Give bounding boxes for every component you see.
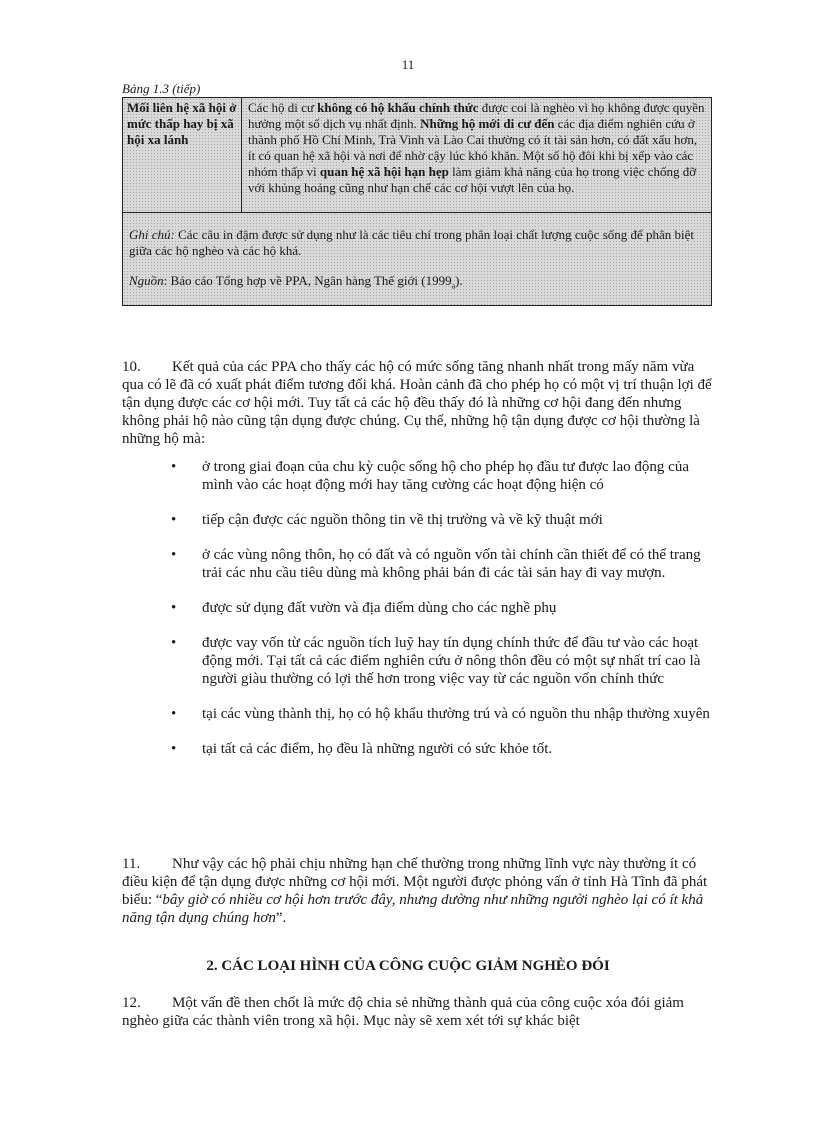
paragraph-number: 12.	[122, 995, 141, 1011]
list-item: • ở các vùng nông thôn, họ có đất và có nguồn vốn tài chính cần thiết để có thể trang trải các nhu cầu tiêu dùng mà không phải bán đi các tài sản hay đi vay mượn.	[171, 547, 701, 581]
list-item: • được vay vốn từ các nguồn tích luỹ hay tín dụng chính thức để đầu tư vào các hoạt động mới. Tại tất cả các điểm nghiên cứu ở nông thôn đều có một sự nhất trí cao là người giàu thường có lợi thế hơn trong việc vay từ các nguồn vốn chính thức	[171, 635, 701, 687]
list-item: • tiếp cận được các nguồn thông tin về thị trường và về kỹ thuật mới	[171, 512, 603, 528]
section-heading: 2. CÁC LOẠI HÌNH CỦA CÔNG CUỘC GIẢM NGHÈO ĐÓI	[206, 958, 610, 974]
paragraph-11: 11. Như vậy các hộ phải chịu những hạn chế thường trong những lĩnh vực này thường ít có điều kiện để tận dụng được những cơ hội mới. Một người được phỏng vấn ở tỉnh Hà Tĩnh đã phát biểu: “bây giờ có nhiều cơ hội hơn trước đây, nhưng dường như những người nghèo lại có ít khả năng tận dụng chúng hơn”.	[122, 856, 708, 926]
paragraph-number: 11.	[122, 856, 141, 872]
bullet-icon: •	[171, 706, 177, 722]
list-item: • được sử dụng đất vườn và địa điểm dùng cho các nghề phụ	[171, 600, 557, 616]
bullet-icon: •	[171, 459, 177, 475]
bullet-icon: •	[171, 600, 177, 616]
table-note: Ghi chú: Các câu in đậm được sử dụng như là các tiêu chí trong phân loại chất lượng cuộc sống để phân biệt giữa các hộ nghèo và các hộ khá.	[129, 227, 695, 258]
table-row-body: Các hộ di cư không có hộ khẩu chính thức được coi là nghèo vì họ không được quyền hưởng một số dịch vụ nhất định. Những hộ mới di cư đến các địa điểm nghiên cứu ở thành phố Hồ Chí Minh, Trà Vinh và Lào Cai thường có ít tài sản hơn, có đất xấu hơn, ít có quan hệ xã hội và nơi để nhờ cậy lúc khó khăn. Một số hộ đôi khi bị xếp vào các nhóm thấp vì quan hệ xã hội hạn hẹp làm giảm khả năng của họ trong việc chống đỡ với khủng hoảng cũng như hạn chế các cơ hội vượt lên của họ.	[242, 98, 711, 212]
table-notes	[123, 212, 711, 305]
page-number: 11	[401, 57, 415, 72]
bullet-icon: •	[171, 635, 177, 651]
paragraph-12: 12. Một vấn đề then chốt là mức độ chia sẻ những thành quả của công cuộc xóa đói giảm nghèo giữa các thành viên trong xã hội. Mục này sẽ xem xét tới sự khác biệt	[122, 995, 684, 1029]
table-row	[123, 98, 711, 212]
table-source: Nguồn: Báo cáo Tổng hợp về PPA, Ngân hàng Thế giới $(1999_a)$.	[129, 273, 463, 291]
bullet-list	[122, 458, 714, 775]
paragraph-10: 10. Kết quả của các PPA cho thấy các hộ có mức sống tăng nhanh nhất trong mấy năm vừa qua có lẽ đã có xuất phát điểm tương đối khá. Hoàn cảnh đã cho phép họ có một vị trí thuận lợi để tận dụng được các cơ hội mới. Tuy tất cả các hộ đều thấy đó là những cơ hội đang đến nhưng không phải hộ nào cũng tận dụng được chúng. Cụ thể, những hộ tận dụng được cơ hội thường là những hộ mà:	[122, 359, 712, 447]
bullet-icon: •	[171, 741, 177, 757]
list-item: • tại các vùng thành thị, họ có hộ khẩu thường trú và có nguồn thu nhập thường xuyên	[171, 706, 710, 722]
list-item: • tại tất cả các điểm, họ đều là những người có sức khỏe tốt.	[171, 741, 553, 757]
list-item: • ở trong giai đoạn của chu kỳ cuộc sống hộ cho phép họ đầu tư được lao động của mình vào các hoạt động mới hay tăng cường các hoạt động hiện có	[171, 459, 690, 493]
bullet-icon: •	[171, 547, 177, 563]
bullet-icon: •	[171, 512, 177, 528]
table-row-label: Mối liên hệ xã hội ở mức thấp hay bị xã hội xa lánh	[123, 98, 242, 212]
table-caption: Bảng 1.3 (tiếp)	[122, 81, 201, 96]
table-1-3	[122, 97, 712, 306]
paragraph-number: 10.	[122, 359, 141, 375]
